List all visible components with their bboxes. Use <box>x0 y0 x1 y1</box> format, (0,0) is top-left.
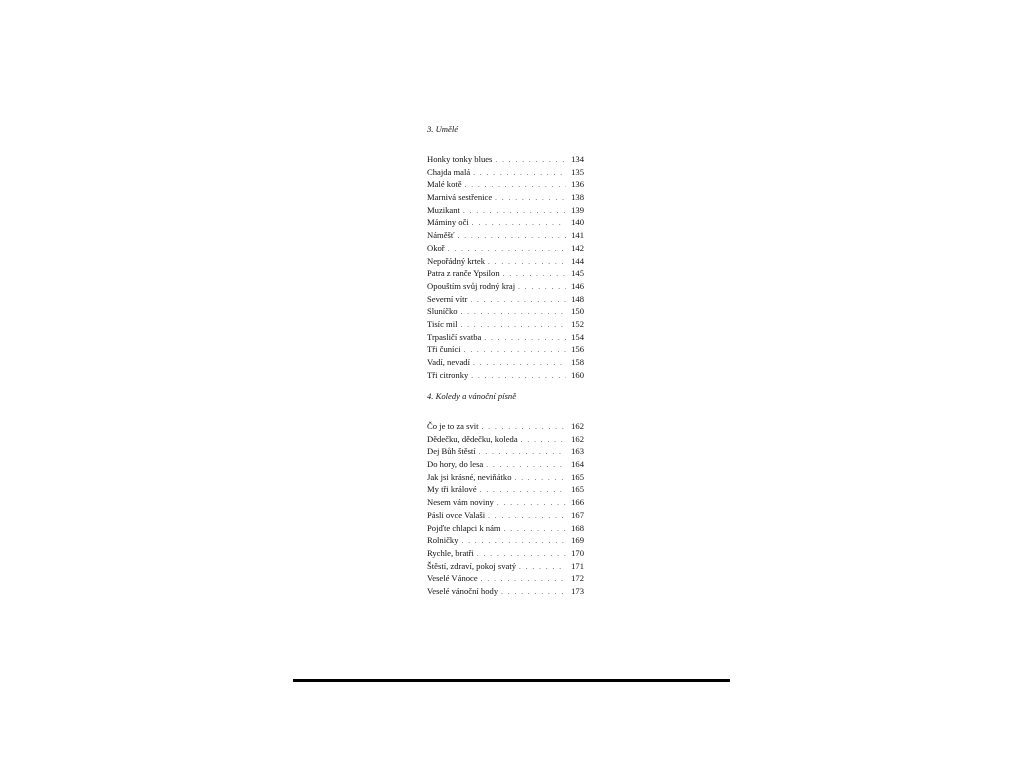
toc-entry <box>427 458 584 471</box>
toc-entry-title: Malé kotě <box>427 179 462 190</box>
toc-entry <box>427 166 584 179</box>
dot-leader <box>519 561 566 574</box>
dot-leader <box>473 357 566 370</box>
toc-entry-title: Patra z ranče Ypsilon <box>427 268 500 279</box>
toc-entry-title: Dědečku, dědečku, koleda <box>427 433 518 444</box>
dot-leader <box>484 332 566 345</box>
dot-leader <box>504 523 566 536</box>
toc-entry-page: 173 <box>571 585 584 596</box>
toc-entry <box>427 343 584 356</box>
toc-entry <box>427 331 584 344</box>
toc-entry-page: 165 <box>571 471 584 482</box>
toc-entry-page: 162 <box>571 421 584 431</box>
toc-entry-title: Do hory, do lesa <box>427 459 484 470</box>
dot-leader <box>464 344 566 357</box>
section-title: 4. Koledy a vánoční písně <box>427 391 517 401</box>
dot-leader <box>515 472 567 485</box>
dot-leader <box>501 586 566 599</box>
toc-entry <box>427 509 584 522</box>
toc-entry-title: Nesem vám noviny <box>427 497 494 508</box>
toc-entry <box>427 191 584 204</box>
toc-section-umele <box>427 124 584 381</box>
bottom-rule <box>293 679 730 682</box>
toc-entry-title: Máminy oči <box>427 217 469 228</box>
toc-entry <box>427 178 584 191</box>
toc-entry-title: Tři čuníci <box>427 344 461 355</box>
toc-entry <box>427 560 584 573</box>
dot-leader <box>518 281 566 294</box>
toc-entry-page: 165 <box>571 484 584 495</box>
toc-entry-page: 162 <box>571 433 584 444</box>
toc-entry <box>427 585 584 598</box>
toc-entry-title: Veselé vánoční hody <box>427 585 499 596</box>
toc-entry-page: 138 <box>571 192 584 203</box>
toc-entry-title: Veselé Vánoce <box>427 573 478 584</box>
toc-entry-page: 164 <box>571 459 584 470</box>
toc-entry-page: 160 <box>571 369 584 380</box>
toc-entry-title: Pojďte chlapci k nám <box>427 522 501 533</box>
toc-entry-page: 158 <box>571 357 584 367</box>
toc-entry-title: Nepořádný krtek <box>427 255 485 266</box>
toc-entry <box>427 534 584 547</box>
toc-list <box>427 420 584 598</box>
toc-entry-title: Štěstí, zdraví, pokoj svatý <box>427 560 517 571</box>
toc-entry-title: Honky tonky blues <box>427 154 493 164</box>
toc-entry-page: 134 <box>571 154 584 164</box>
toc-entry-title: Chajda malá <box>427 166 471 177</box>
toc-entry-page: 167 <box>571 509 584 520</box>
toc-entry <box>427 369 584 382</box>
toc-entry-page: 141 <box>571 230 584 241</box>
toc-entry-title: Marnivá sestřenice <box>427 192 493 203</box>
dot-leader <box>462 535 566 548</box>
toc-entry <box>427 547 584 560</box>
toc-entry <box>427 356 584 369</box>
dot-leader <box>497 497 566 510</box>
toc-entry-title: Muzikant <box>427 204 460 215</box>
toc-entry <box>427 242 584 255</box>
toc-entry <box>427 522 584 535</box>
dot-leader <box>521 434 566 447</box>
toc-entry-page: 150 <box>571 306 584 317</box>
toc-entry-page: 169 <box>571 535 584 546</box>
toc-entry-page: 170 <box>571 547 584 558</box>
toc-entry-page: 156 <box>571 344 584 355</box>
toc-entry <box>427 420 584 433</box>
toc-entry-title: My tři králové <box>427 484 477 495</box>
toc-entry <box>427 483 584 496</box>
toc-entry-title: Vadí, nevadí <box>427 357 470 367</box>
toc-entry-page: 145 <box>571 268 584 279</box>
toc-entry-title: Sluníčko <box>427 306 458 317</box>
dot-leader <box>495 192 566 205</box>
toc-entry-title: Čo je to za svit <box>427 421 479 431</box>
section-title: 3. Umělé <box>427 124 459 134</box>
toc-entry-page: 163 <box>571 446 584 457</box>
toc-entry-title: Rychle, bratři <box>427 547 474 558</box>
toc-entry-page: 144 <box>571 255 584 266</box>
toc-entry <box>427 496 584 509</box>
dot-leader <box>471 370 566 383</box>
dot-leader <box>473 167 566 180</box>
toc-entry-title: Okoř <box>427 242 445 253</box>
dot-leader <box>470 294 566 307</box>
toc-entry-title: Tři citronky <box>427 369 469 380</box>
toc-entry <box>427 305 584 318</box>
toc-entry-title: Rolničky <box>427 535 459 546</box>
toc-entry-page: 140 <box>571 217 584 228</box>
toc-list <box>427 153 584 381</box>
dot-leader <box>472 217 566 230</box>
toc-entry <box>427 204 584 217</box>
toc-entry <box>427 229 584 242</box>
dot-leader <box>463 205 566 218</box>
toc-entry-title: Tisíc mil <box>427 318 458 329</box>
dot-leader <box>479 446 566 459</box>
dot-leader <box>495 154 566 167</box>
toc-entry-page: 146 <box>571 280 584 291</box>
toc-entry <box>427 433 584 446</box>
toc-entry-page: 168 <box>571 522 584 533</box>
toc-entry-page: 171 <box>571 560 584 571</box>
toc-entry <box>427 216 584 229</box>
toc-entry-page: 154 <box>571 331 584 342</box>
toc-entry-title: Dej Bůh štěstí <box>427 446 476 457</box>
toc-entry-title: Jak jsi krásné, neviňátko <box>427 471 512 482</box>
toc-entry-page: 166 <box>571 497 584 508</box>
toc-entry-title: Severní vítr <box>427 293 468 304</box>
toc-entry-page: 172 <box>571 573 584 584</box>
toc-entry-title: Náměšť <box>427 230 455 241</box>
toc-entry-page: 142 <box>571 242 584 253</box>
toc-entry-page: 139 <box>571 204 584 215</box>
toc-entry-page: 135 <box>571 166 584 177</box>
toc-entry-page: 136 <box>571 179 584 190</box>
toc-entry-page: 152 <box>571 318 584 329</box>
toc-entry-page: 148 <box>571 293 584 304</box>
toc-entry <box>427 471 584 484</box>
toc-section-koledy <box>427 391 584 598</box>
dot-leader <box>461 306 566 319</box>
toc-entry-title: Trpasličí svatba <box>427 331 482 342</box>
toc-entry-title: Pásli ovce Valaši <box>427 509 486 520</box>
toc-entry <box>427 445 584 458</box>
toc-entry <box>427 267 584 280</box>
toc-entry <box>427 280 584 293</box>
toc-entry-title: Opouštím svůj rodný kraj <box>427 280 516 291</box>
toc-entry <box>427 572 584 585</box>
toc-entry <box>427 255 584 268</box>
toc-entry <box>427 293 584 306</box>
toc-entry <box>427 153 584 166</box>
toc-entry <box>427 318 584 331</box>
dot-leader <box>458 230 566 243</box>
